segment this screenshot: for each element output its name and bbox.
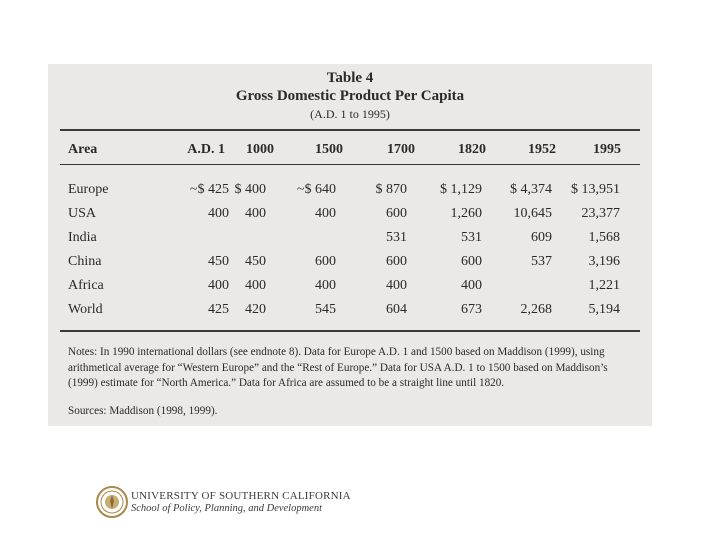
cell-y1820: 531 [461, 230, 482, 245]
bottom-rule [60, 330, 640, 332]
cell-y1500: ~$ 640 [296, 182, 336, 197]
cell-ad1: 400 [208, 206, 229, 221]
header-rule [60, 164, 640, 165]
cell-y1000: 450 [245, 254, 266, 269]
cell-y1952: $ 4,374 [510, 182, 552, 197]
row-area-label: Europe [68, 182, 109, 197]
row-area-label: USA [68, 206, 97, 221]
table-row [48, 228, 652, 248]
cell-y1500: 400 [315, 206, 336, 221]
cell-y1500: 545 [315, 302, 336, 317]
notes-line: arithmetical average for “Western Europe” and the “Rest of Europe.” Data for USA A.D. 1 to 1500 based on Maddison’s [68, 361, 608, 374]
cell-y1952: 537 [531, 254, 552, 269]
cell-y1820: 1,260 [450, 206, 482, 221]
col-header-1952: 1952 [528, 142, 556, 157]
cell-y1995: 5,194 [588, 302, 620, 317]
notes-line: (1999) estimate for “North America.” Data for Africa are assumed to be a straight line until 1820. [68, 377, 505, 389]
cell-y1820: 600 [461, 254, 482, 269]
col-header-1000: 1000 [246, 142, 274, 157]
col-header-1500: 1500 [315, 142, 343, 157]
cell-y1700: 400 [386, 278, 407, 293]
school-name: School of Policy, Planning, and Development [131, 503, 322, 514]
table-header [48, 140, 652, 160]
row-area-label: Africa [68, 278, 104, 293]
cell-y1700: 600 [386, 206, 407, 221]
col-header-ad1: A.D. 1 [187, 142, 225, 157]
col-header-1995: 1995 [593, 142, 621, 157]
cell-y1700: 531 [386, 230, 407, 245]
top-rule [60, 129, 640, 131]
cell-ad1: 425 [208, 302, 229, 317]
cell-ad1: ~$ 425 [189, 182, 229, 197]
cell-y1500: 400 [315, 278, 336, 293]
scanned-table [48, 64, 652, 426]
table-row [48, 180, 652, 200]
table-range: (A.D. 1 to 1995) [310, 107, 390, 121]
cell-ad1: 450 [208, 254, 229, 269]
table-notes [68, 345, 648, 392]
row-area-label: World [68, 302, 103, 317]
cell-y1500: 600 [315, 254, 336, 269]
col-header-1700: 1700 [387, 142, 415, 157]
table-row [48, 300, 652, 320]
table-sources: Sources: Maddison (1998, 1999). [68, 405, 218, 417]
cell-y1000: 420 [245, 302, 266, 317]
cell-y1700: 600 [386, 254, 407, 269]
cell-y1952: 2,268 [520, 302, 552, 317]
cell-y1820: 400 [461, 278, 482, 293]
table-row [48, 276, 652, 296]
cell-y1995: 23,377 [581, 206, 620, 221]
table-row [48, 252, 652, 272]
cell-y1700: $ 870 [375, 182, 407, 197]
cell-y1995: 1,568 [588, 230, 620, 245]
col-header-1820: 1820 [458, 142, 486, 157]
table-subtitle: Gross Domestic Product Per Capita [235, 88, 465, 104]
row-area-label: China [68, 254, 102, 269]
table-title: Table 4 [326, 70, 374, 86]
cell-y1820: $ 1,129 [440, 182, 482, 197]
cell-ad1: 400 [208, 278, 229, 293]
cell-y1000: 400 [245, 278, 266, 293]
row-area-label: India [68, 230, 97, 245]
cell-y1995: $ 13,951 [571, 182, 620, 197]
table-row [48, 204, 652, 224]
cell-y1000: 400 [245, 206, 266, 221]
cell-y1820: 673 [461, 302, 482, 317]
university-name: UNIVERSITY OF SOUTHERN CALIFORNIA [131, 490, 351, 502]
col-header-area: Area [68, 142, 98, 157]
cell-y1952: 10,645 [513, 206, 552, 221]
cell-y1700: 604 [386, 302, 407, 317]
cell-y1995: 3,196 [588, 254, 620, 269]
cell-y1995: 1,221 [588, 278, 620, 293]
cell-y1000: $ 400 [234, 182, 266, 197]
cell-y1952: 609 [531, 230, 552, 245]
usc-seal-icon [96, 486, 128, 518]
notes-line: Notes: In 1990 international dollars (see endnote 8). Data for Europe A.D. 1 and 1500 based on Maddison (1999), using [68, 346, 605, 358]
